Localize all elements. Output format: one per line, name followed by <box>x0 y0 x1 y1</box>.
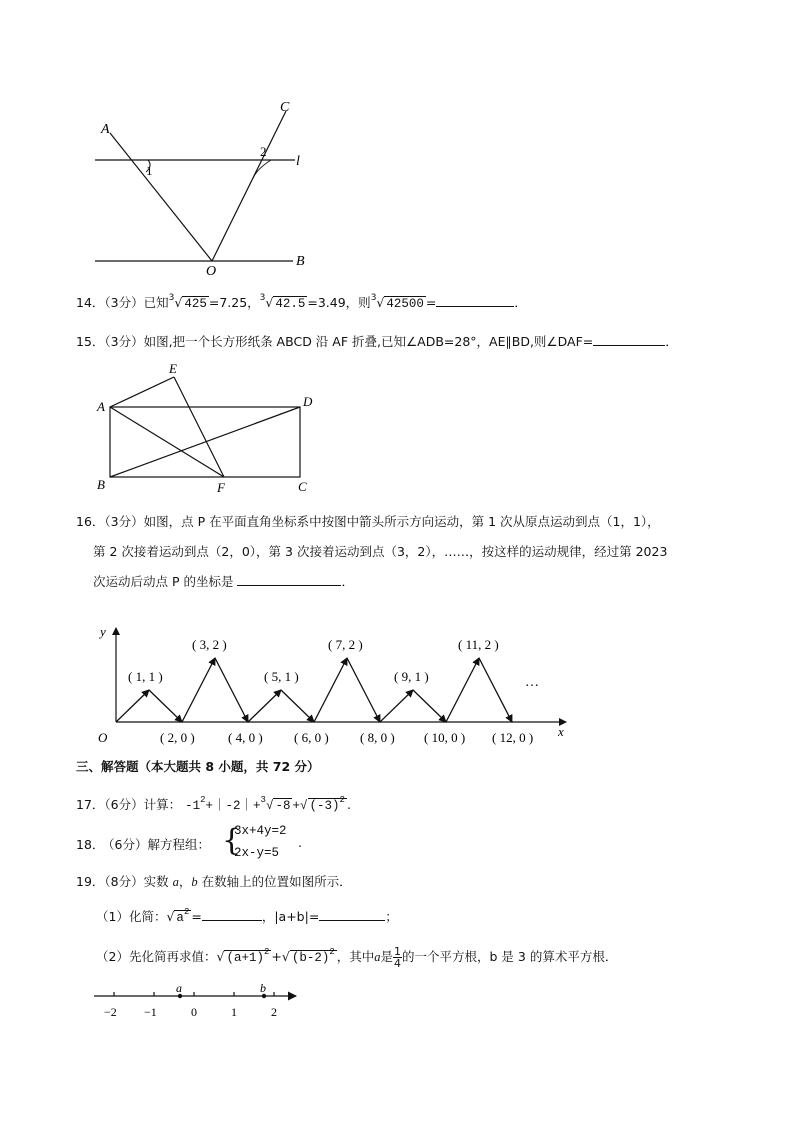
angle2-arc <box>253 160 271 178</box>
q19-p2-is: 是 <box>380 949 394 964</box>
q16-line2: 第 2 次接着运动到点（2，0），第 3 次接着运动到点（3，2），……，按这样的运动规律，经过第 2023 <box>93 544 668 559</box>
q15-number: 15． <box>76 334 105 349</box>
q19-part1: （1）化简：√ $a^2$ = ，|a+b|= ； <box>96 907 398 925</box>
ellipsis-label: … <box>525 675 539 690</box>
tick-label-0: 0 <box>191 1005 197 1019</box>
q17-cube-radicand: -8 <box>275 799 291 813</box>
number-line <box>88 982 308 1022</box>
q19-p2-plus: + <box>271 949 282 964</box>
y-axis-label: y <box>100 624 106 639</box>
q17-label: （6分）计算： <box>104 797 182 812</box>
section-3-heading <box>76 757 320 775</box>
label-angle2: 2 <box>260 144 267 159</box>
q18-label: （6分）解方程组： <box>102 837 210 852</box>
q19-p1-equals: = <box>191 909 202 924</box>
question-16-line1 <box>76 512 660 530</box>
q14-number: 14． <box>76 295 105 310</box>
q17-end: . <box>346 797 351 812</box>
q17-plus: + <box>292 799 300 813</box>
motion-arrow-4 <box>215 658 248 722</box>
question-16-line2 <box>93 542 667 560</box>
q17-sqrt-radicand <box>308 795 347 813</box>
q19-p1-answer-blank-1[interactable] <box>202 908 262 921</box>
fraction-one-quarter <box>393 946 402 969</box>
bottom-label-3: ( 6, 0 ) <box>294 730 329 745</box>
q16-answer-blank[interactable] <box>237 573 341 586</box>
q19-part2: （2）先化简再求值：√ $(a+1)^2$ +√ $(b-2)^2$ ，其中a是 $\frac{1}{4}$ 的一个平方根，b 是 3 的算术平方根． <box>96 945 618 970</box>
q15-text: （3分）如图,把一个长方形纸条 ABCD 沿 AF 折叠,已知∠ADB=28°，AE∥BD,则∠DAF= <box>104 334 594 349</box>
cube-root-42-5: $^3$√ 42.5 <box>259 293 306 311</box>
label-A: A <box>101 122 110 137</box>
q19-var-b: b <box>191 875 198 889</box>
q14-text: 已知 <box>143 295 169 310</box>
q18-brace: { <box>222 823 242 858</box>
bottom-label-4: ( 8, 0 ) <box>360 730 395 745</box>
label-O: O <box>206 264 217 279</box>
q19-intro: （8分）实数 <box>104 874 169 889</box>
q19-p1-exponent: 2 <box>183 907 190 917</box>
bottom-label-6: ( 12, 0 ) <box>492 730 534 745</box>
q19-p2-label: （2）先化简再求值： <box>96 949 217 964</box>
line-ae <box>110 377 174 407</box>
motion-arrow-3 <box>182 658 215 722</box>
motion-arrow-10 <box>413 690 446 722</box>
motion-arrow-11 <box>446 658 479 722</box>
bottom-label-1: ( 2, 0 ) <box>160 730 195 745</box>
q19-p1-base: a <box>176 911 184 925</box>
tick-label-2: 2 <box>271 1005 277 1019</box>
motion-arrow-9 <box>380 690 413 722</box>
origin-label: O <box>98 730 108 745</box>
motion-arrow-12 <box>479 658 512 722</box>
section-3-title: 三、解答题（本大题共 8 小题，共 72 分） <box>76 759 320 774</box>
label-D: D <box>303 394 313 409</box>
motion-arrow-8 <box>347 658 380 722</box>
q14-value1: =7.25， <box>208 295 260 310</box>
x-axis-label: x <box>558 724 564 739</box>
question-15 <box>76 332 678 350</box>
q17-term1: -1 <box>185 799 201 813</box>
top-label-6: ( 11, 2 ) <box>458 637 499 652</box>
q14-equals: = <box>425 295 437 310</box>
motion-arrow-7 <box>314 658 347 722</box>
motion-arrow-5 <box>248 690 281 722</box>
q14-points: （3分） <box>104 295 144 310</box>
label-angle1: 1 <box>146 163 153 178</box>
q19-p1-radicand <box>174 907 191 925</box>
q16-line3: 次运动后动点 P 的坐标是 <box>93 574 234 589</box>
label-F: F <box>217 480 225 495</box>
q17-term2: +｜-2｜+ <box>205 799 261 813</box>
q19-comma: ， <box>178 874 192 889</box>
motion-path <box>116 658 512 722</box>
question-14 <box>76 293 527 311</box>
q19-p2-mid: ，其中 <box>336 949 375 964</box>
tick-label-1: 1 <box>231 1005 237 1019</box>
question-17 <box>76 795 351 813</box>
fraction-numerator: 1 <box>394 945 402 958</box>
q14-value2: =3.49，则 <box>307 295 371 310</box>
q17-sqrt-exponent: 2 <box>339 795 345 805</box>
question-19 <box>76 872 352 890</box>
q18-end: . <box>298 835 302 850</box>
q18-equation2: 2x-y=5 <box>234 846 280 860</box>
top-label-3: ( 5, 1 ) <box>264 669 299 684</box>
motion-arrow-1 <box>116 690 149 722</box>
q19-p2-r2-base: (b-2) <box>291 951 330 965</box>
figure-rectangle-fold <box>90 358 330 498</box>
label-l: l <box>296 154 300 169</box>
q14-end: ． <box>514 295 527 310</box>
q19-p2-r1-exp: 2 <box>263 947 270 957</box>
q19-p1-label: （1）化简： <box>96 909 167 924</box>
q17-sqrt-base: (-3) <box>309 799 340 813</box>
motion-arrow-6 <box>281 690 314 722</box>
fraction-denominator: 4 <box>394 957 402 970</box>
label-C2: C <box>298 479 307 494</box>
q19-p2-r1-base: (a+1) <box>226 951 264 965</box>
q19-number: 19． <box>76 874 105 889</box>
q14-answer-blank[interactable] <box>436 294 514 307</box>
point-a-label: a <box>176 982 182 995</box>
q19-p1-end: ； <box>385 909 398 924</box>
label-A2: A <box>97 399 105 414</box>
label-B2: B <box>97 477 105 492</box>
q17-term1-exponent: 2 <box>200 795 206 805</box>
q19-p1-mid: ，|a+b|= <box>261 909 320 924</box>
top-label-2: ( 3, 2 ) <box>192 637 227 652</box>
top-label-5: ( 9, 1 ) <box>394 669 429 684</box>
figure-angle-lines <box>85 98 315 280</box>
q18-equation1: 3x+4y=2 <box>234 824 287 838</box>
q19-p2-var-a: a <box>374 950 381 964</box>
point-b-label: b <box>260 982 266 995</box>
bottom-label-2: ( 4, 0 ) <box>228 730 263 745</box>
label-C: C <box>280 100 290 115</box>
q19-p2-r2-exp: 2 <box>329 947 335 957</box>
tick-label-neg1: −1 <box>144 1005 157 1019</box>
q19-var-a: a <box>172 875 179 889</box>
q18-number: 18． <box>76 837 105 852</box>
q19-p2-radicand1 <box>224 947 271 965</box>
q15-answer-blank[interactable] <box>593 333 665 346</box>
q17-expression: $-1^2+|-2|+^3√$ -8 +√ $(-3)^2$ <box>185 795 345 813</box>
cube-root-425: $^3$√ 425 <box>168 293 207 311</box>
q19-p2-radicand2 <box>290 947 337 965</box>
q15-end: ． <box>665 334 678 349</box>
q16-end: ． <box>341 574 354 589</box>
bottom-label-5: ( 10, 0 ) <box>424 730 466 745</box>
q16-line1: （3分）如图，点 P 在平面直角坐标系中按图中箭头所示方向运动，第 1 次从原点运动到点（1，1）， <box>104 514 660 529</box>
figure-zigzag-coordinates <box>88 620 578 750</box>
top-label-4: ( 7, 2 ) <box>328 637 363 652</box>
question-16-line3 <box>93 572 354 590</box>
tick-label-neg2: −2 <box>104 1005 117 1019</box>
line-oc <box>212 111 286 261</box>
q16-number: 16． <box>76 514 105 529</box>
q17-number: 17． <box>76 797 105 812</box>
cube-root-42500: $^3$√ 42500 <box>370 293 424 311</box>
label-E: E <box>169 361 177 376</box>
q17-cube-index: 3 <box>260 795 266 805</box>
motion-arrow-2 <box>149 690 182 722</box>
line-ao <box>110 133 212 261</box>
line-bd <box>110 407 300 477</box>
q19-p2-tail: 的一个平方根，b 是 3 的算术平方根． <box>402 949 618 964</box>
q19-p1-answer-blank-2[interactable] <box>319 908 385 921</box>
label-B: B <box>296 254 305 269</box>
q19-intro-tail: 在数轴上的位置如图所示． <box>201 874 352 889</box>
top-label-1: ( 1, 1 ) <box>128 669 163 684</box>
